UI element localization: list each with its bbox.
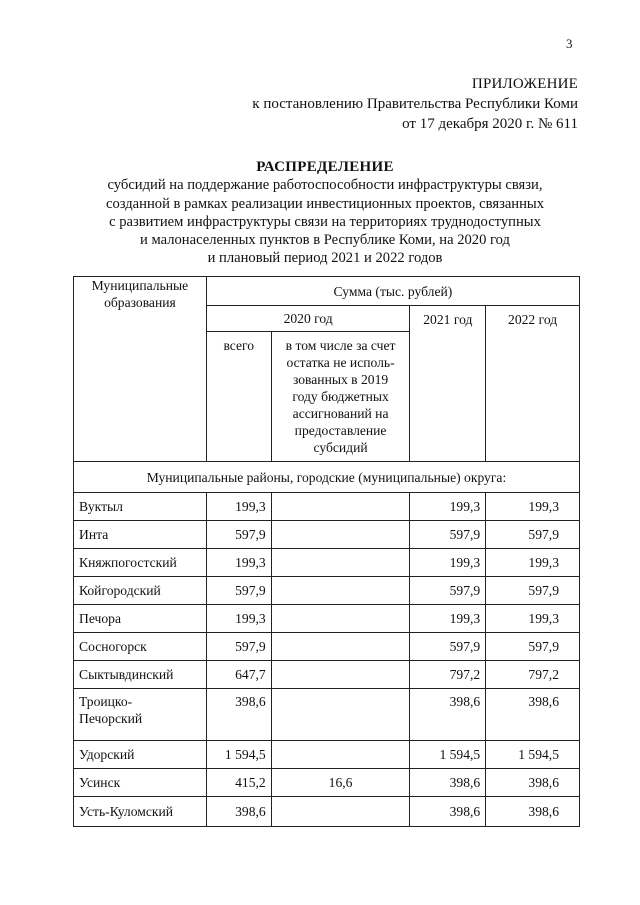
row-name: Усинск xyxy=(74,769,207,797)
row-total: 415,2 xyxy=(206,769,271,797)
row-2022: 199,3 xyxy=(486,605,580,633)
row-name: Удорский xyxy=(74,741,207,769)
table-row xyxy=(74,493,580,521)
row-2022: 597,9 xyxy=(486,577,580,605)
row-total: 597,9 xyxy=(206,521,271,549)
row-name: Печора xyxy=(74,605,207,633)
title-line: и плановый период 2021 и 2022 годов xyxy=(207,250,443,267)
header-including-line: году бюджетных xyxy=(292,389,389,404)
row-name-line: Троицко- xyxy=(79,694,133,709)
row-total: 199,3 xyxy=(206,549,271,577)
row-2021: 597,9 xyxy=(410,577,486,605)
row-2021: 398,6 xyxy=(410,769,486,797)
row-name: Сосногорск xyxy=(74,633,207,661)
header-including-line: предоставление xyxy=(294,423,387,438)
header-including-line: ассигнований на xyxy=(292,406,389,421)
row-2022: 199,3 xyxy=(486,549,580,577)
row-including xyxy=(271,577,410,605)
row-name: Вуктыл xyxy=(74,493,207,521)
row-name-line: Печорский xyxy=(79,711,143,726)
table-row xyxy=(74,689,580,741)
row-including xyxy=(271,549,410,577)
table-row xyxy=(74,661,580,689)
row-total: 199,3 xyxy=(206,605,271,633)
row-name: Княжпогостский xyxy=(74,549,207,577)
row-including: 16,6 xyxy=(271,769,410,797)
appendix-label: ПРИЛОЖЕНИЕ xyxy=(471,76,578,92)
header-2020: 2020 год xyxy=(206,306,410,332)
table-row xyxy=(74,633,580,661)
row-name: Усть-Куломский xyxy=(74,797,207,827)
header-including-line: зованных в 2019 xyxy=(292,372,389,387)
row-2021: 1 594,5 xyxy=(410,741,486,769)
row-2022: 1 594,5 xyxy=(486,741,580,769)
row-2021: 597,9 xyxy=(410,633,486,661)
header-including-line: остатка не исполь- xyxy=(286,355,395,370)
table-row xyxy=(74,797,580,827)
header-including-line: в том числе за счет xyxy=(285,338,396,353)
header-total: всего xyxy=(206,332,271,462)
title-line: с развитием инфраструктуры связи на территориях труднодоступных xyxy=(109,213,541,230)
header-including xyxy=(271,332,410,462)
document-title xyxy=(60,158,590,268)
appendix-date-line: от 17 декабря 2020 г. № 611 xyxy=(402,116,578,132)
row-total: 398,6 xyxy=(206,797,271,827)
row-2022: 597,9 xyxy=(486,633,580,661)
header-municipal-line: Муниципальные xyxy=(91,278,189,293)
header-sum: Сумма (тыс. рублей) xyxy=(206,277,579,306)
section-title: Муниципальные районы, городские (муниципальные) округа: xyxy=(74,462,580,493)
header-row xyxy=(74,277,580,306)
row-total: 1 594,5 xyxy=(206,741,271,769)
row-including xyxy=(271,605,410,633)
table-row xyxy=(74,521,580,549)
row-name: Инта xyxy=(74,521,207,549)
row-including xyxy=(271,797,410,827)
row-2021: 199,3 xyxy=(410,549,486,577)
row-2021: 199,3 xyxy=(410,605,486,633)
appendix-decree-line: к постановлению Правительства Республики Коми xyxy=(252,96,578,112)
header-2022: 2022 год xyxy=(486,306,580,462)
row-2021: 797,2 xyxy=(410,661,486,689)
row-including xyxy=(271,521,410,549)
appendix-block xyxy=(252,74,578,134)
row-2022: 597,9 xyxy=(486,521,580,549)
header-municipal-line: образования xyxy=(104,295,176,310)
row-total: 597,9 xyxy=(206,633,271,661)
row-2022: 398,6 xyxy=(486,769,580,797)
table-row xyxy=(74,549,580,577)
row-2021: 398,6 xyxy=(410,689,486,741)
row-including xyxy=(271,633,410,661)
row-name: Койгородский xyxy=(74,577,207,605)
title-line: и малонаселенных пунктов в Республике Коми, на 2020 год xyxy=(140,232,510,249)
row-including xyxy=(271,493,410,521)
row-including xyxy=(271,741,410,769)
row-total: 199,3 xyxy=(206,493,271,521)
table-row xyxy=(74,741,580,769)
row-name: Сыктывдинский xyxy=(74,661,207,689)
row-including xyxy=(271,661,410,689)
subsidy-table xyxy=(73,276,580,827)
row-2021: 199,3 xyxy=(410,493,486,521)
row-total: 647,7 xyxy=(206,661,271,689)
title-heading: РАСПРЕДЕЛЕНИЕ xyxy=(256,159,394,175)
section-row xyxy=(74,462,580,493)
page-number: 3 xyxy=(566,36,573,51)
header-including-line: субсидий xyxy=(313,440,368,455)
row-2022: 398,6 xyxy=(486,689,580,741)
row-2021: 597,9 xyxy=(410,521,486,549)
table-row xyxy=(74,769,580,797)
row-2022: 797,2 xyxy=(486,661,580,689)
row-including xyxy=(271,689,410,741)
table-row xyxy=(74,605,580,633)
header-municipal xyxy=(74,277,207,462)
row-total: 398,6 xyxy=(206,689,271,741)
row-2022: 199,3 xyxy=(486,493,580,521)
title-line: субсидий на поддержание работоспособности инфраструктуры связи, xyxy=(107,177,543,194)
title-line: созданной в рамках реализации инвестиционных проектов, связанных xyxy=(105,195,545,212)
header-2021: 2021 год xyxy=(410,306,486,462)
row-2021: 398,6 xyxy=(410,797,486,827)
table-row xyxy=(74,577,580,605)
row-total: 597,9 xyxy=(206,577,271,605)
row-2022: 398,6 xyxy=(486,797,580,827)
row-name xyxy=(74,689,207,741)
